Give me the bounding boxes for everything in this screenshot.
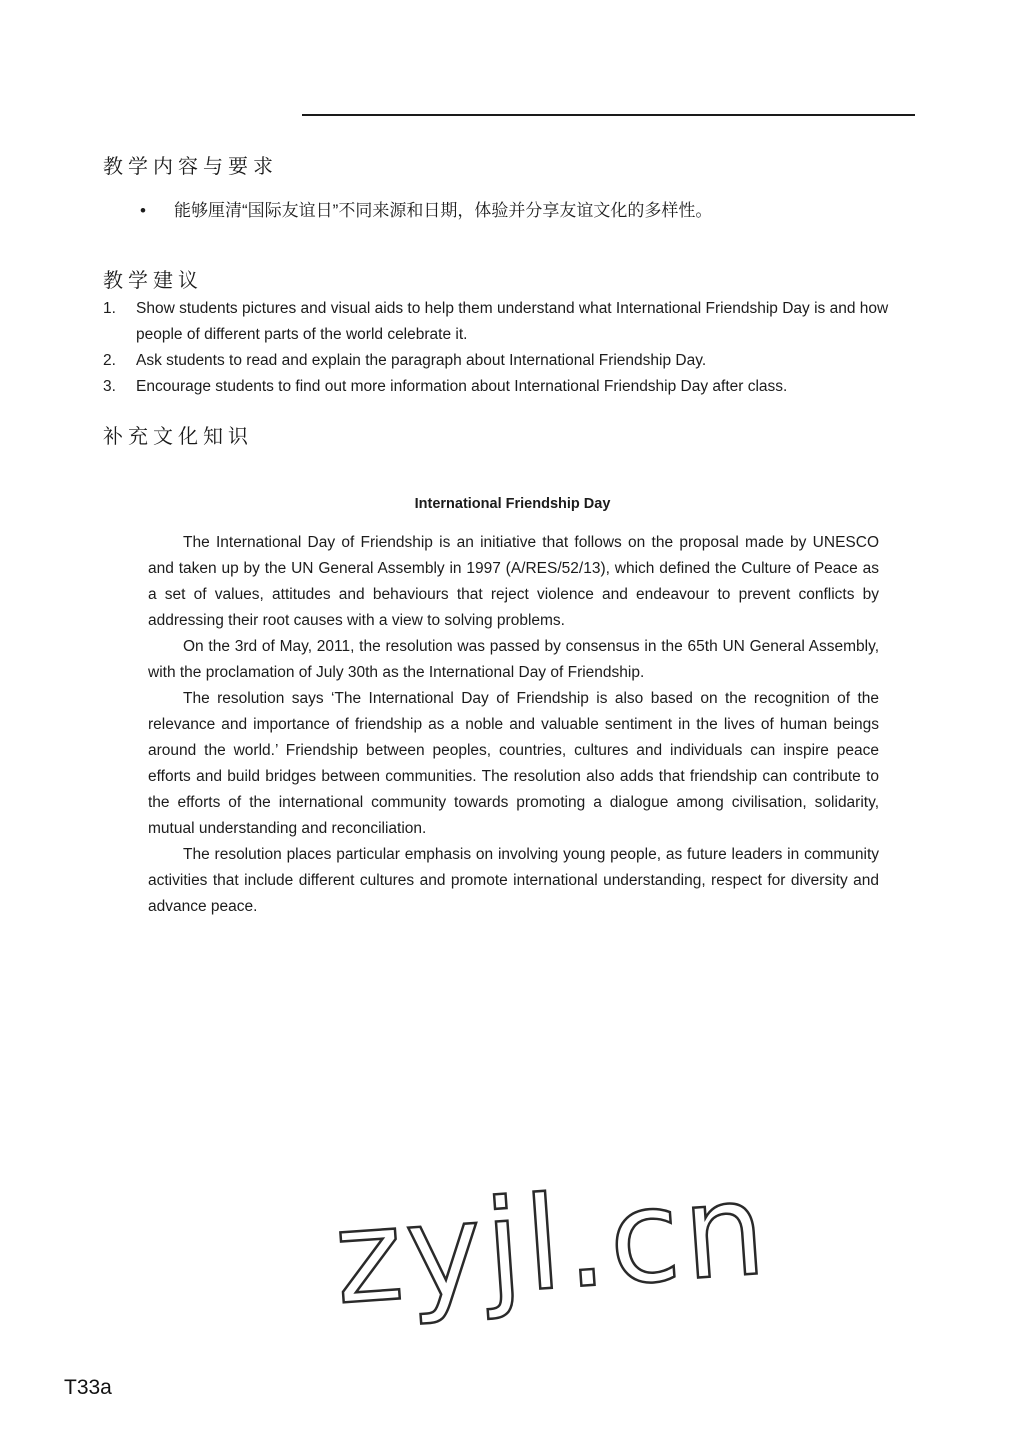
top-rule <box>302 114 915 116</box>
heading-content-requirements: 教学内容与要求 <box>103 156 278 178</box>
page-number: T33a <box>64 1376 112 1399</box>
suggestion-text: Show students pictures and visual aids to help them understand what International Friendship Day is and how people of different parts of the world celebrate it. <box>136 300 889 343</box>
suggestion-number: 2. <box>103 352 116 369</box>
article-body <box>148 530 879 920</box>
heading-teaching-suggestions: 教学建议 <box>103 270 203 292</box>
heading-cultural-knowledge: 补充文化知识 <box>103 426 253 448</box>
article-paragraph: The International Day of Friendship is an initiative that follows on the proposal made by UNESCO and taken up by the UN General Assembly in 1997 (A/RES/52/13), which defined the Culture of Peace as a set of values, attitudes and behaviours that reject violence and endeavour to prevent conflicts by addressing their root causes with a view to solving problems. <box>148 534 879 629</box>
suggestion-item <box>103 374 928 400</box>
article-title: International Friendship Day <box>414 496 611 512</box>
suggestion-item <box>103 348 928 374</box>
suggestion-text: Ask students to read and explain the paragraph about International Friendship Day. <box>136 352 707 369</box>
article-paragraph: On the 3rd of May, 2011, the resolution was passed by consensus in the 65th UN General Assembly, with the proclamation of July 30th as the International Day of Friendship. <box>148 638 879 681</box>
requirement-bullet <box>140 196 712 221</box>
article-paragraph: The resolution says ‘The International Day of Friendship is also based on the recognition of the relevance and importance of friendship as a noble and valuable sentiment in the lives of human beings around the world.’ Friendship between peoples, countries, cultures and individuals can inspire peace efforts and build bridges between communities. The resolution also adds that friendship can contribute to the efforts of the international community towards promoting a dialogue among civilisation, solidarity, mutual understanding and reconciliation. <box>148 690 879 837</box>
watermark-logo: zyjl.cn <box>330 1154 774 1334</box>
suggestion-item <box>103 296 928 348</box>
article-paragraph: The resolution places particular emphasis on involving young people, as future leaders in community activities that include different cultures and promote international understanding, respect for diversity and advance peace. <box>148 846 879 915</box>
suggestion-number: 1. <box>103 300 116 317</box>
suggestions-list <box>103 296 928 400</box>
suggestion-number: 3. <box>103 378 116 395</box>
requirement-text: 能够厘清“国际友谊日”不同来源和日期，体验并分享友谊文化的多样性。 <box>174 201 713 220</box>
bullet-dot: • <box>140 201 146 220</box>
suggestion-text: Encourage students to find out more information about International Friendship Day after class. <box>136 378 788 395</box>
